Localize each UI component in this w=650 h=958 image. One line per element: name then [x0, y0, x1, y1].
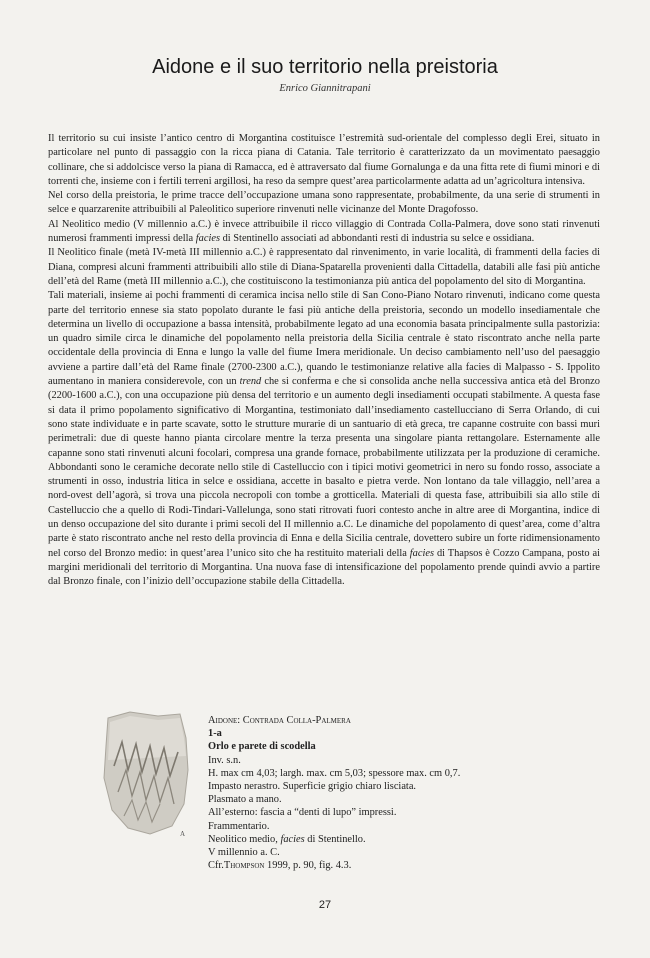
body-paragraph: Al Neolitico medio (V millennio a.C.) è invece attribuibile il ricco villaggio di Contrada Colla-Palmera, dove sono stati rinvenuti numerosi frammenti impressi della facies di Stentinello associati ad abbondanti resti di industria su selce e ossidiana.	[48, 218, 600, 245]
catalog-reference: Cfr.Thompson 1999, p. 90, fig. 4.3.	[208, 860, 352, 872]
body-paragraph: Tali materiali, insieme ai pochi frammenti di ceramica incisa nello stile di San Cono-Piano Notaro rinvenuti, indicano come questa parte del territorio ennese sia stato popolato durante le fasi più antiche della preistoria, secondo un modello insediamentale che determina un livello di occupazione a bassa intensità, probabilmente legato ad una economia basata principalmente sulla pastorizia: un quadro simile circa le dinamiche del popolamento nella preistoria della Sicilia centrale è stato riscontrato anche nella parte occidentale della provincia di Enna e lungo la valle del fiume Imera meridionale. Un deciso cambiamento nell’uso del paesaggio avviene a partire dall’età del Rame finale (2700-2300 a.C.), quando le testimonianze relative alla facies di Malpasso - S. Ippolito aumentano in maniera considerevole, con un trend che si conferma e che si consolida anche nella successiva antica età del Bronzo (2200-1600 a.C.), con una occupazione più densa del territorio e un aumento degli insediamenti occupati stabilmente. A questa fase si data il primo popolamento significativo di Morgantina, testimoniato dall’insediamento castellucciano di Serra Orlando, di cui sono state individuate e in parte scavate, sotto le strutture murarie di un santuario di età greca, tre capanne costruite con bassi muri perimetrali: due di queste hanno pianta circolare mentre la terza presenta una singolare pianta rettangolare. Esternamente alle capanne sono stati rinvenuti alcuni focolari, compresa una grande fornace, probabilmente utilizzata per la produzione di ceramiche. Abbondanti sono le ceramiche decorate nello stile di Castelluccio con i tipici motivi geometrici in nero su fondo rosso, associate a strumenti in osso, industria litica in selce e ossidiana, accette in basalto e pietra verde. Non lontano da tale villaggio, nell’area a nord-ovest dell’agorà, si trova una piccola necropoli con tombe a grotticella. Materiali di questa fase, attribuibili sia allo stile di Castelluccio che a quello di Rodì-Tindari-Vallelunga, sono stati ritrovati fuori contesto anche in altre aree di Morgantina, indice di un denso occupazione del sito durante i primi secoli del II millennio a.C. Le dinamiche del popolamento di quest’area, come d’altra parte è stato riscontrato anche nel resto della provincia di Enna e della Sicilia centrale, dovettero subire un forte ridimensionamento nel corso del Bronzo medio: in quest’area l’unico sito che ha restituito materiali della facies di Thapsos è Cozzo Campana, posto ai margini meridionali del territorio di Morgantina. Una nuova fase di intensificazione del popolamento prende quindi avvio a partire dal Bronzo finale, con l’inizio dell’occupazione stabile della Cittadella.	[48, 290, 601, 588]
pottery-sherd-photo	[100, 708, 192, 838]
catalog-impasto: Impasto nerastro. Superficie grigio chiaro lisciata.	[208, 781, 417, 793]
body-paragraph: Nel corso della preistoria, le prime tracce dell’occupazione umana sono rappresentate, probabilmente, da una serie di strumenti in selce e quarzarenite attribuibili al Paleolitico superiore rinvenuti nelle vicinanze del Monte Dragofosso.	[48, 190, 600, 216]
catalog-site: Aidone: Contrada Colla-Palmera	[208, 715, 351, 726]
article-body	[48, 132, 600, 590]
page-number: 27	[318, 899, 332, 911]
catalog-number: 1-a	[208, 728, 222, 740]
article-author: Enrico Giannitrapani	[279, 83, 371, 94]
figure-letter: A	[180, 830, 186, 838]
catalog-entry	[208, 714, 508, 872]
body-paragraph: Il Neolitico finale (metà IV-metà III millennio a.C.) è rappresentato dal rinvenimento, in varie località, di frammenti della facies di Diana, compresi alcuni frammenti attribuibili allo stile di Diana-Spatarella provenienti dalla Cittadella, databili alle fasi più antiche dell’età del Rame (metà III millennio a.C.), che costituiscono la testimonianza più antica del popolamento del sito di Morgantina.	[48, 247, 600, 287]
catalog-plasmato: Plasmato a mano.	[208, 794, 282, 806]
catalog-date: V millennio a. C.	[208, 847, 280, 859]
article-title: Aidone e il suo territorio nella preistoria	[152, 56, 498, 78]
body-paragraph: Il territorio su cui insiste l’antico centro di Morgantina costituisce l’estremità sud-orientale del complesso degli Erei, situato in particolare nel punto di passaggio con la ricca piana di Catania. Tale territorio è caratterizzato da un movimentato paesaggio collinare, che si addolcisce verso la piana di Ramacca, ed è attraversato dal fiume Gornalunga e da una fitta rete di fiumi minori e di torrenti che, insieme con i fertili terreni argillosi, ha reso da sempre quest’area particolarmente adatta ad un’agricoltura intensiva.	[48, 133, 600, 187]
catalog-period: Neolitico medio, facies di Stentinello.	[208, 833, 366, 845]
catalog-decoration: All’esterno: fascia a “denti di lupo” impressi.	[208, 807, 397, 819]
catalog-state: Frammentario.	[208, 820, 270, 832]
catalog-dimensions: H. max cm 4,03; largh. max. cm 5,03; spessore max. cm 0,7.	[208, 767, 461, 779]
catalog-inv: Inv. s.n.	[208, 754, 241, 766]
catalog-object: Orlo e parete di scodella	[208, 741, 316, 753]
